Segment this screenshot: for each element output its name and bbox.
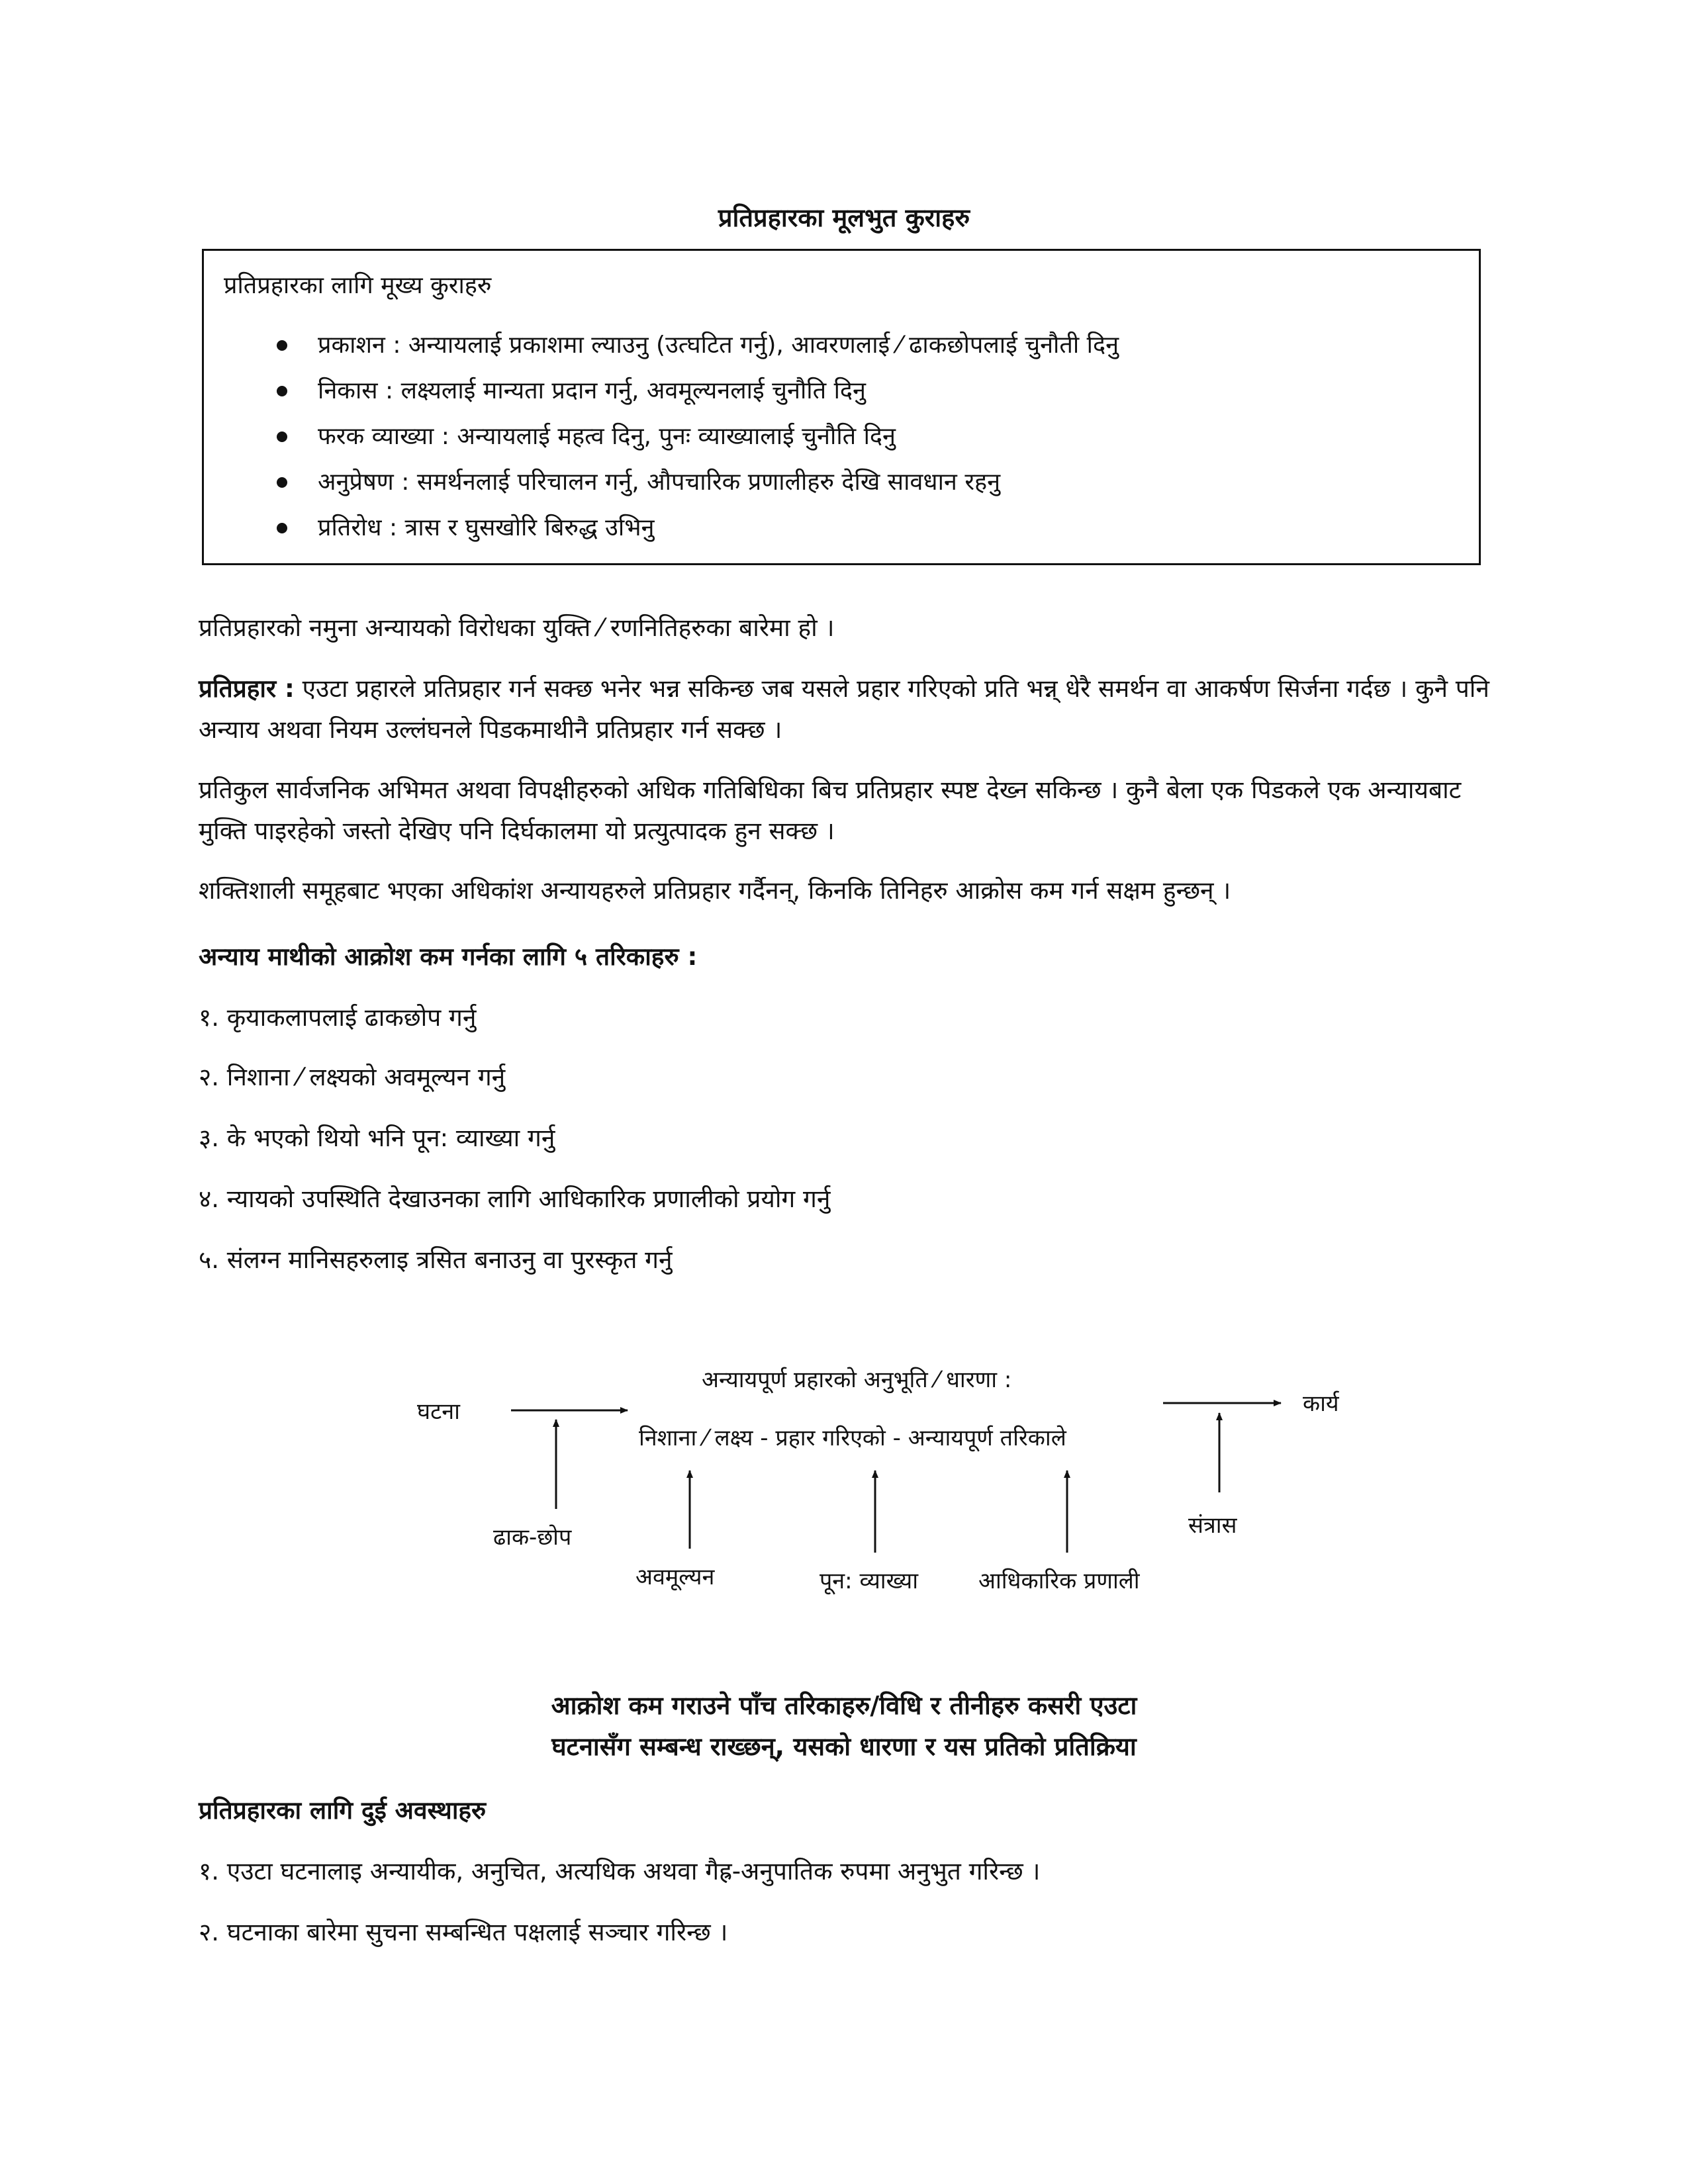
diagram-reinterpretation-label: पून: व्याख्या xyxy=(820,1568,919,1594)
list-item: फरक व्याख्या : अन्यायलाई महत्व दिनु, पुनः व्याख्यालाई चुनौति दिनु xyxy=(277,414,1119,459)
list-item: ३. के भएको थियो भनि पून: व्याख्या गर्नु xyxy=(199,1124,555,1152)
diagram-caption-line-1: आक्रोश कम गराउने पाँच तरिकाहरु/विधि र तीनीहरु कसरी एउटा xyxy=(551,1691,1137,1720)
diagram-official-system-label: आधिकारिक प्रणाली xyxy=(978,1568,1140,1594)
diagram-coverup-label: ढाक-छोप xyxy=(493,1524,572,1551)
list-item: अनुप्रेषण : समर्थनलाई परिचालन गर्नु, औपचारिक प्रणालीहरु देखि सावधान रहनु xyxy=(277,459,1119,505)
diagram-devaluation-label: अवमूल्यन xyxy=(635,1564,715,1590)
diagram-perception-title: अन्यायपूर्ण प्रहारको अनुभूति ⁄ धारणा : xyxy=(702,1367,1012,1393)
definition-lead: प्रतिप्रहार : xyxy=(199,674,295,703)
list-item: २. निशाना ⁄ लक्ष्यको अवमूल्यन गर्नु xyxy=(199,1063,506,1091)
paragraph-three: शक्तिशाली समूहबाट भएका अधिकांश अन्यायहरुले प्रतिप्रहार गर्दैनन्, किनकि तिनिहरु आक्रोस कम गर्न सक्षम हुन्छन् । xyxy=(199,876,1231,905)
diagram-event-label: घटना xyxy=(417,1398,460,1425)
list-item: ४. न्यायको उपस्थिति देखाउनका लागि आधिकारिक प्रणालीको प्रयोग गर्नु xyxy=(199,1185,831,1213)
list-item: ५. संलग्न मानिसहरुलाइ त्रसित बनाउनु वा पुरस्कृत गर्नु xyxy=(199,1246,673,1274)
methods-heading: अन्याय माथीको आक्रोश कम गर्नका लागि ५ तरिकाहरु : xyxy=(199,942,698,971)
page-title: प्रतिप्रहारका मूलभुत कुराहरु xyxy=(718,203,970,232)
definition-text: एउटा प्रहारले प्रतिप्रहार गर्न सक्छ भनेर भन्न सकिन्छ जब यसले प्रहार गरिएको प्रति भन्न् धेरै समर्थन वा आकर्षण सिर्जना गर्दछ । कुनै पनि अन्याय अथवा नियम उल्लंघनले पिडकमाथीनै प्रतिप्रहार गर्न सक्छ । xyxy=(199,674,1489,744)
list-item: प्रतिरोध : त्रास र घुसखोरि बिरुद्ध उभिनु xyxy=(277,505,1119,551)
paragraph-two: प्रतिकुल सार्वजनिक अभिमत अथवा विपक्षीहरुको अधिक गतिबिधिका बिच प्रतिप्रहार स्पष्ट देख्न सकिन्छ । कुनै बेला एक पिडकले एक अन्यायबाट मुक्ति पाइरहेको जस्तो देखिए पनि दिर्घकालमा यो प्रत्युत्पादक हुन सक्छ । xyxy=(199,776,1462,845)
conditions-heading: प्रतिप्रहारका लागि दुई अवस्थाहरु xyxy=(199,1796,487,1825)
list-item: २. घटनाका बारेमा सुचना सम्बन्धित पक्षलाई सञ्चार गरिन्छ । xyxy=(199,1918,728,1946)
box-heading: प्रतिप्रहारका लागि मूख्य कुराहरु xyxy=(224,272,492,299)
list-item: १. कृयाकलापलाई ढाकछोप गर्नु xyxy=(199,1003,477,1032)
diagram-action-label: कार्य xyxy=(1303,1390,1339,1417)
diagram-perception-chain: निशाना ⁄ लक्ष्य - प्रहार गरिएको - अन्यायपूर्ण तरिकाले xyxy=(639,1425,1066,1451)
list-item: निकास : लक्ष्यलाई मान्यता प्रदान गर्नु, अवमूल्यनलाई चुनौति दिनु xyxy=(277,368,1119,414)
list-item: प्रकाशन : अन्यायलाई प्रकाशमा ल्याउनु (उत्घटित गर्नु), आवरणलाई ⁄ ढाकछोपलाई चुनौती दिनु xyxy=(277,322,1119,368)
diagram-intimidation-label: संत्रास xyxy=(1188,1512,1237,1539)
list-item: १. एउटा घटनालाइ अन्यायीक, अनुचित, अत्यधिक अथवा गैह्र-अनुपातिक रुपमा अनुभुत गरिन्छ । xyxy=(199,1857,1041,1886)
intro-paragraph: प्रतिप्रहारको नमुना अन्यायको विरोधका युक्ति ⁄ रणनितिहरुका बारेमा हो । xyxy=(199,614,835,642)
diagram-caption-line-2: घटनासँग सम्बन्ध राख्छन्, यसको धारणा र यस प्रतिको प्रतिक्रिया xyxy=(551,1732,1137,1761)
